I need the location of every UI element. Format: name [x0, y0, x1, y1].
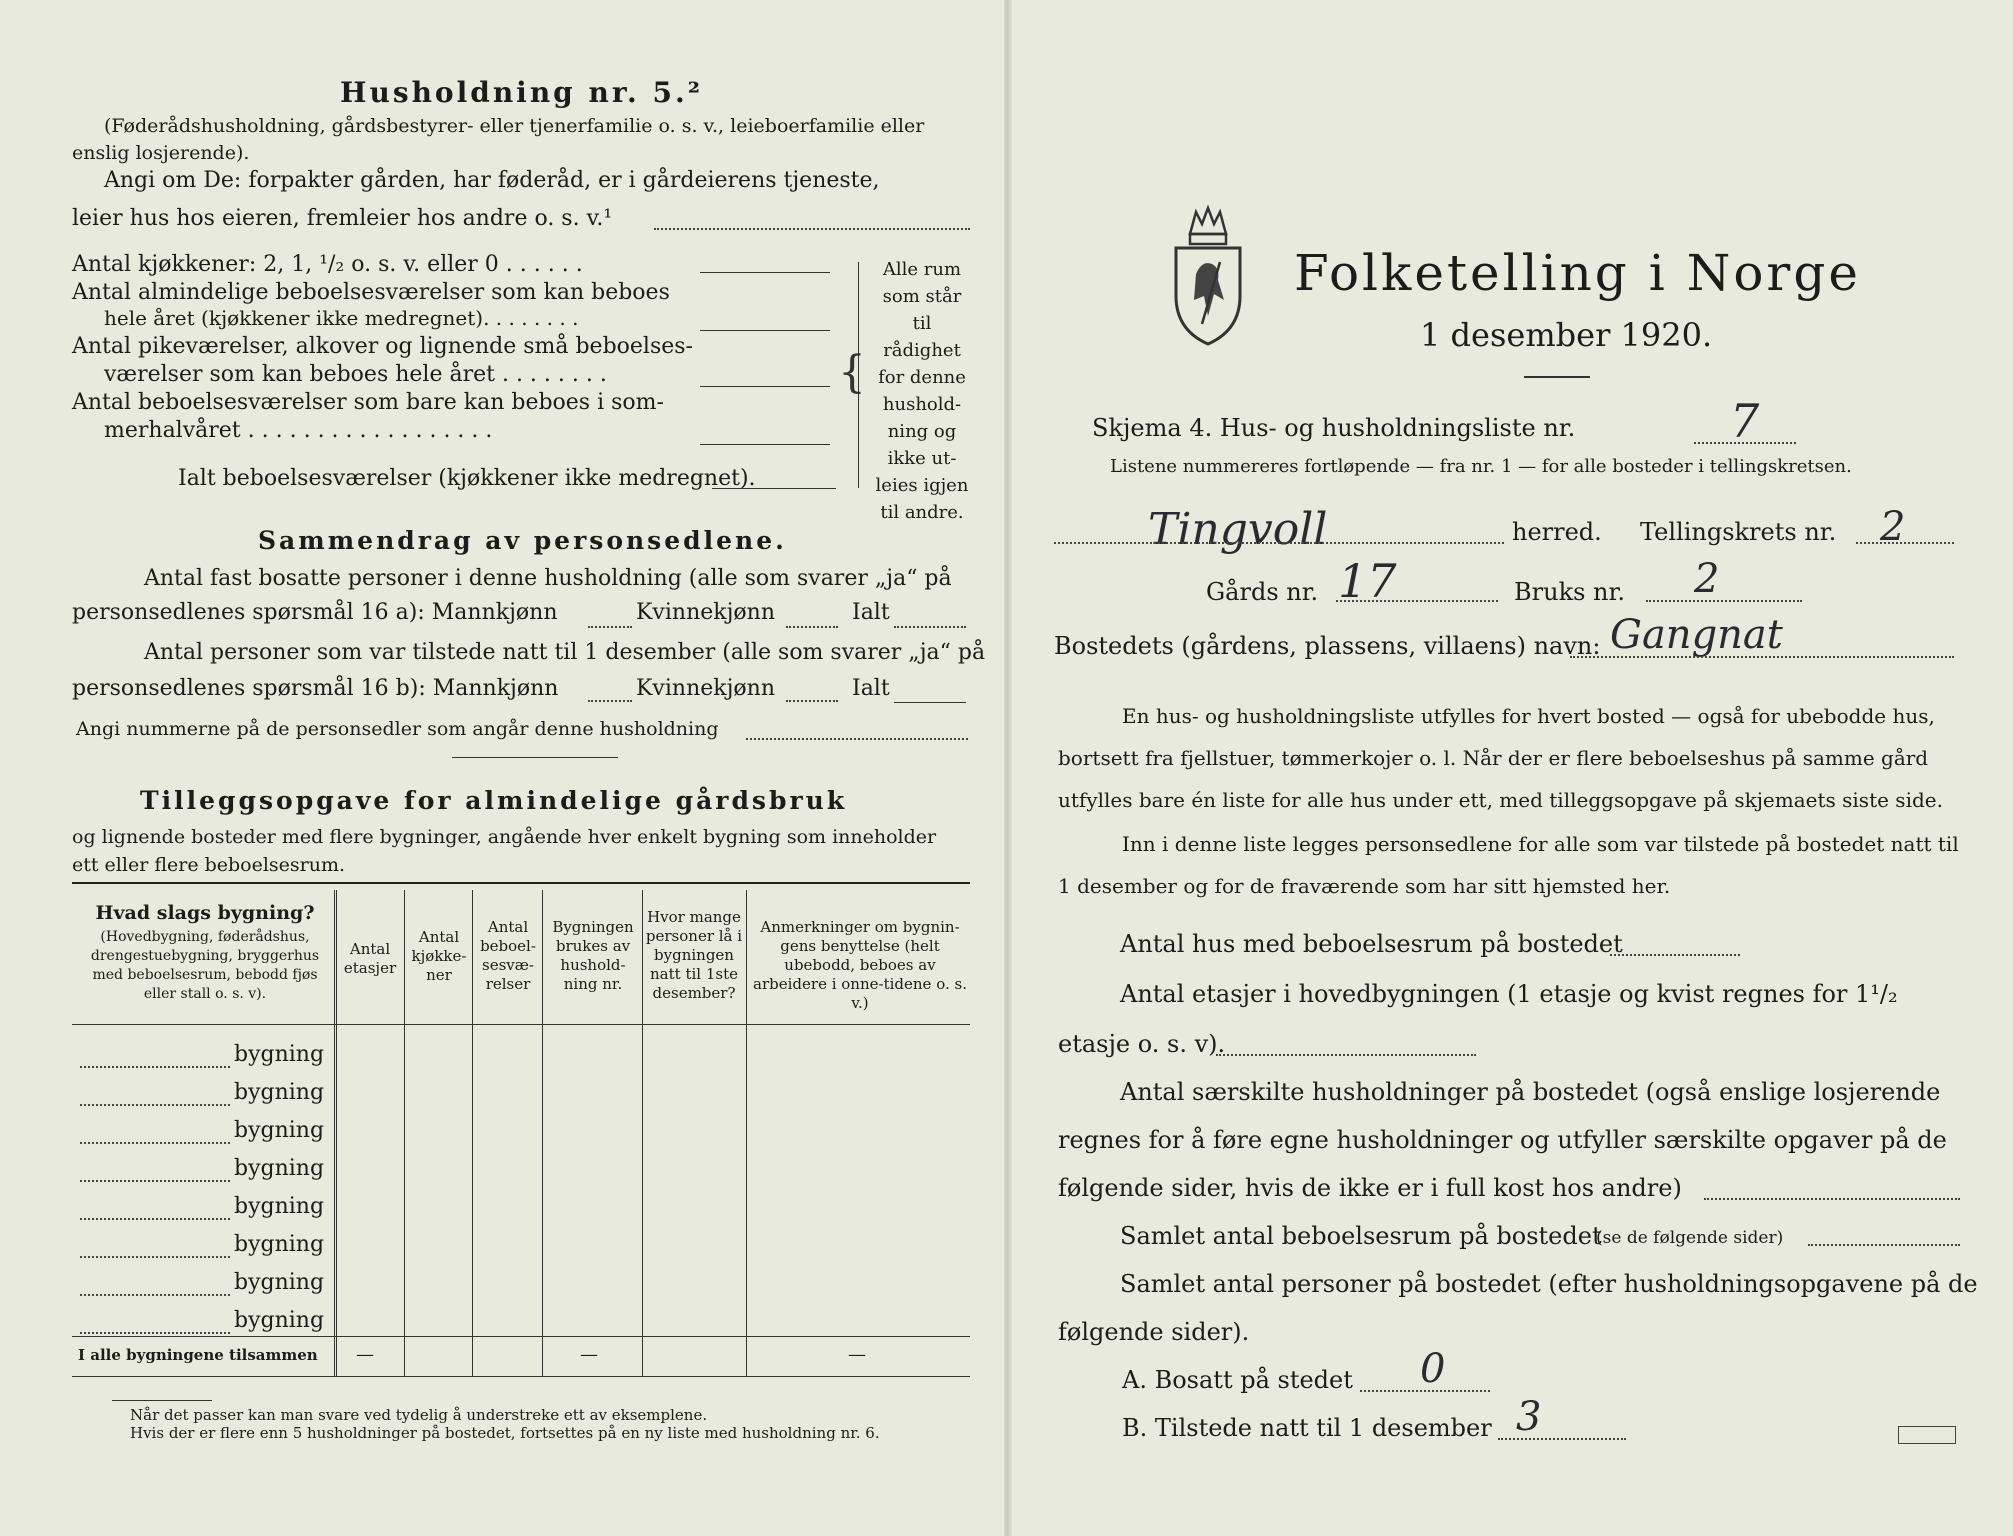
tillegg-title: Tilleggsopgave for almindelige gårdsbruk [140, 786, 848, 815]
rooms-line-6: Antal beboelsesværelser som bare kan beboes i som- [72, 390, 664, 415]
col-header-notes: Anmerkninger om bygnin-gens benyttelse (helt ubebodd, beboes av arbeidere i onne-tidene o. s. v.) [753, 918, 967, 1012]
household-title: Husholdning nr. 5.² [340, 76, 704, 109]
gards-label: Gårds nr. [1206, 578, 1319, 606]
row-fill-line[interactable] [80, 1218, 230, 1220]
table-row-label: bygning [234, 1270, 325, 1295]
total-row-label: I alle bygningene tilsammen [78, 1346, 318, 1364]
ialt-rooms-label: Ialt beboelsesværelser (kjøkkener ikke medregnet). [178, 466, 756, 491]
q-rum-note: (se de følgende sider) [1596, 1228, 1784, 1248]
curly-brace: { [838, 347, 866, 398]
table-col-divider [746, 890, 747, 1376]
small-rooms-answer[interactable] [700, 386, 830, 387]
angi-answer-line[interactable] [654, 228, 970, 230]
q-rum-answer[interactable] [1808, 1244, 1960, 1246]
skjema-label: Skjema 4. Hus- og husholdningsliste nr. [1092, 414, 1576, 442]
q-pers-line-1: Samlet antal personer på bostedet (efter husholdningsopgavene på de [1120, 1270, 1978, 1298]
gards-value[interactable]: 17 [1338, 554, 1397, 608]
instructions-3: utfylles bare én liste for alle hus under ett, med tilleggsopgave på skjemaets siste side. [1058, 788, 1943, 812]
instructions-4: Inn i denne liste legges personsedlene for alle som var tilstede på bostedet natt til [1122, 832, 1959, 856]
tilstede-label: B. Tilstede natt til 1 desember [1122, 1414, 1492, 1442]
q-saer-line-3: følgende sider, hvis de ikke er i full kost hos andre) [1058, 1174, 1682, 1202]
bosatt-line [1360, 1390, 1490, 1392]
rooms-line-1: Antal kjøkkener: 2, 1, ¹/₂ o. s. v. eller 0 . . . . . . [72, 252, 583, 277]
table-row-label: bygning [234, 1308, 325, 1333]
q-saer-line-2: regnes for å føre egne husholdninger og utfyller særskilte opgaver på de [1058, 1126, 1947, 1154]
gards-line [1336, 600, 1498, 602]
tillegg-line-2: ett eller flere beboelsesrum. [72, 854, 346, 876]
herred-line [1054, 542, 1504, 544]
instructions-1: En hus- og husholdningsliste utfylles for hvert bosted — også for ubebodde hus, [1122, 704, 1935, 728]
tilstede-line-2a: personsedlenes spørsmål 16 b): Mannkjønn [72, 676, 559, 701]
bosted-label: Bostedets (gårdens, plassens, villaens) navn: [1054, 632, 1601, 660]
table-row-label: bygning [234, 1118, 325, 1143]
table-top-rule [72, 882, 970, 884]
table-row-label: bygning [234, 1156, 325, 1181]
fast-line-2c: Ialt [852, 600, 890, 625]
ordinary-rooms-answer[interactable] [700, 330, 830, 331]
intro-line-1: (Føderådshusholdning, gårdsbestyrer- eller tjenerfamilie o. s. v., leieboerfamilie eller [104, 115, 925, 137]
tilstede-female-answer[interactable] [786, 700, 838, 702]
row-fill-line[interactable] [80, 1066, 230, 1068]
table-col-divider [404, 890, 405, 1376]
tilstede-male-answer[interactable] [588, 700, 632, 702]
instructions-5: 1 desember og for de fraværende som har sitt hjemsted her. [1058, 874, 1671, 898]
table-col-divider [334, 890, 337, 1376]
printer-stamp [1898, 1426, 1956, 1444]
total-dash: — [848, 1344, 866, 1365]
col-header-etasjer: Antal etasjer [343, 940, 397, 977]
norway-coat-of-arms-icon [1168, 204, 1248, 352]
bosatt-value[interactable]: 0 [1420, 1346, 1446, 1392]
tilstede-line-2c: Ialt [852, 676, 890, 701]
krets-label: Tellingskrets nr. [1640, 518, 1837, 546]
rooms-line-7: merhalvåret . . . . . . . . . . . . . . . . . . [104, 418, 493, 443]
row-fill-line[interactable] [80, 1332, 230, 1334]
col-header-kjokkener: Antal kjøkke-ner [411, 928, 467, 984]
skjema-number-line [1694, 442, 1796, 444]
table-col-divider [542, 890, 543, 1376]
q-hus-answer[interactable] [1610, 954, 1740, 956]
table-row-label: bygning [234, 1080, 325, 1105]
bosatt-label: A. Bosatt på stedet [1122, 1366, 1353, 1394]
tillegg-line-1: og lignende bosteder med flere bygninger, angående hver enkelt bygning som inneholder [72, 826, 937, 848]
q-rum-label: Samlet antal beboelsesrum på bostedet [1120, 1222, 1602, 1250]
total-dash: — [356, 1344, 374, 1365]
fast-total-answer[interactable] [894, 626, 966, 628]
section-divider [452, 757, 618, 758]
bruks-line [1646, 600, 1802, 602]
q-saer-line-1: Antal særskilte husholdninger på bostedet (også enslige losjerende [1120, 1078, 1941, 1106]
fast-line-2b: Kvinnekjønn [636, 600, 775, 625]
skjema-number[interactable]: 7 [1730, 394, 1760, 448]
census-date: 1 desember 1920. [1420, 316, 1713, 354]
bruks-value[interactable]: 2 [1694, 556, 1720, 602]
row-fill-line[interactable] [80, 1256, 230, 1258]
angi-nummer-label: Angi nummerne på de personsedler som angår denne husholdning [76, 718, 719, 740]
krets-value[interactable]: 2 [1880, 504, 1906, 550]
rooms-line-3: hele året (kjøkkener ikke medregnet). . . . . . . . [104, 306, 579, 330]
tilstede-total-answer[interactable] [894, 702, 966, 703]
herred-value[interactable]: Tingvoll [1148, 504, 1328, 555]
brace-rule [858, 262, 859, 488]
bosted-value[interactable]: Gangnat [1610, 612, 1783, 658]
sammendrag-title: Sammendrag av personsedlene. [258, 526, 787, 555]
fast-line-1: Antal fast bosatte personer i denne husholdning (alle som svarer „ja“ på [144, 566, 952, 591]
angi-line-2: leier hus hos eieren, fremleier hos andre o. s. v.¹ [72, 206, 613, 231]
col-header-type: Hvad slags bygning? [95, 902, 315, 924]
q-pers-line-2: følgende sider). [1058, 1318, 1250, 1346]
table-header-rule [72, 1024, 970, 1025]
krets-line [1856, 542, 1954, 544]
tilstede-line-2b: Kvinnekjønn [636, 676, 775, 701]
q-etasjer-line-2: etasje o. s. v). [1058, 1030, 1226, 1058]
listene-note: Listene nummereres fortløpende — fra nr. 1 — for alle bosteder i tellingskretsen. [1110, 456, 1852, 477]
angi-line-1: Angi om De: forpakter gården, har føderåd, er i gårdeierens tjeneste, [104, 168, 880, 193]
table-row-label: bygning [234, 1232, 325, 1257]
tilstede-line-1: Antal personer som var tilstede natt til 1 desember (alle som svarer „ja“ på [144, 640, 986, 665]
tilstede-value[interactable]: 3 [1516, 1394, 1542, 1440]
row-fill-line[interactable] [80, 1180, 230, 1182]
census-title: Folketelling i Norge [1294, 244, 1861, 302]
table-row-label: bygning [234, 1042, 325, 1067]
col-header-persons: Hvor mange personer lå i bygningen natt til 1ste desember? [645, 908, 743, 1002]
col-header-household: Bygningen brukes av hushold-ning nr. [552, 918, 634, 993]
intro-line-2: enslig losjerende). [72, 142, 250, 164]
tilstede-line [1498, 1438, 1626, 1440]
fast-female-answer[interactable] [786, 626, 838, 628]
q-etasjer-answer[interactable] [1216, 1054, 1476, 1056]
rooms-line-4: Antal pikeværelser, alkover og lignende små beboelses- [72, 334, 693, 359]
rooms-line-2: Antal almindelige beboelsesværelser som kan beboes [72, 280, 670, 305]
footnote-2: Hvis der er flere enn 5 husholdninger på bostedet, fortsettes på en ny liste med husholdning nr. 6. [130, 1424, 880, 1442]
table-row-label: bygning [234, 1194, 325, 1219]
instructions-2: bortsett fra fjellstuer, tømmerkojer o. l. Når der er flere beboelseshus på samme gård [1058, 746, 1929, 770]
row-fill-line[interactable] [80, 1294, 230, 1296]
kitchens-answer[interactable] [700, 272, 830, 273]
q-etasjer-line-1: Antal etasjer i hovedbygningen (1 etasje og kvist regnes for 1¹/₂ [1120, 980, 1898, 1008]
bosted-line [1570, 656, 1954, 658]
table-total-rule [72, 1336, 970, 1337]
q-hus-label: Antal hus med beboelsesrum på bostedet [1120, 930, 1623, 958]
fast-male-answer[interactable] [588, 626, 632, 628]
col-header-rooms: Antal beboel-sesvæ-relser [480, 918, 536, 993]
col-header-type-note: (Hovedbygning, føderådshus, drengestuebygning, bryggerhus med beboelsesrum, bebodd fjøs eller stall o. s. v). [90, 929, 320, 1002]
footnote-rule [112, 1400, 212, 1401]
angi-nummer-answer[interactable] [746, 738, 968, 740]
fast-line-2a: personsedlenes spørsmål 16 a): Mannkjønn [72, 600, 558, 625]
total-dash: — [580, 1344, 598, 1365]
q-saer-answer[interactable] [1704, 1198, 1960, 1200]
table-col-divider [642, 890, 643, 1376]
row-fill-line[interactable] [80, 1104, 230, 1106]
page-fold [1004, 0, 1012, 1536]
ialt-rooms-answer[interactable] [712, 488, 836, 489]
footnote-1: Når det passer kan man svare ved tydelig å understreke ett av eksemplene. [130, 1406, 708, 1424]
table-col-divider [472, 890, 473, 1376]
brace-note: Alle rum som står til rådighet for denne hushold- ning og ikke ut- leies igjen til andre. [875, 259, 969, 523]
bruks-label: Bruks nr. [1514, 578, 1625, 606]
table-bottom-rule [72, 1376, 970, 1377]
rooms-line-5: værelser som kan beboes hele året . . . . . . . . [104, 362, 607, 387]
title-divider [1524, 376, 1590, 378]
row-fill-line[interactable] [80, 1142, 230, 1144]
summer-rooms-answer[interactable] [700, 444, 830, 445]
herred-label: herred. [1512, 518, 1602, 546]
